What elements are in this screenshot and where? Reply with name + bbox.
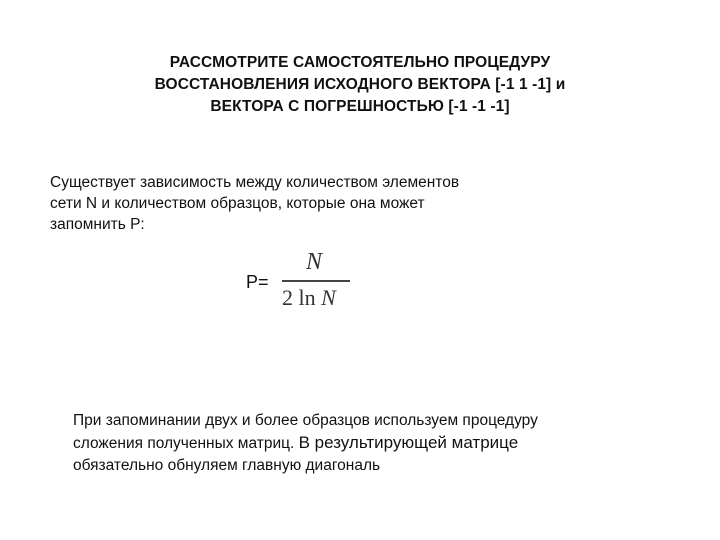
summation-line-2 [73,432,693,455]
capacity-line-2: сети N и количеством образцов, которые она может [50,195,425,212]
slide-title [70,52,650,118]
denominator-prefix: 2 ln [282,285,322,310]
capacity-line-1: Существует зависимость между количеством элементов [50,174,460,191]
summation-line-2a: сложения полученных матриц. [73,435,299,452]
summation-paragraph [73,410,693,477]
formula-denominator [282,284,336,312]
capacity-line-3: запомнить P: [50,216,145,233]
capacity-formula [246,248,366,318]
summation-line-2b: В результирующей матрице [298,433,519,452]
title-line-3: ВЕКТОРА С ПОГРЕШНОСТЬЮ [-1 -1 -1] [210,98,510,115]
capacity-paragraph [50,172,610,235]
fraction-bar [282,280,350,282]
title-line-2: ВОССТАНОВЛЕНИЯ ИСХОДНОГО ВЕКТОРА [-1 1 -1] и [154,76,566,93]
formula-numerator: N [306,249,323,275]
title-line-1: РАССМОТРИТЕ САМОСТОЯТЕЛЬНО ПРОЦЕДУРУ [169,54,551,71]
summation-line-1: При запоминании двух и более образцов используем процедуру [73,412,538,429]
formula-lhs: P= [246,272,269,292]
denominator-variable: N [321,285,336,310]
summation-line-3: обязательно обнуляем главную диагональ [73,457,381,474]
